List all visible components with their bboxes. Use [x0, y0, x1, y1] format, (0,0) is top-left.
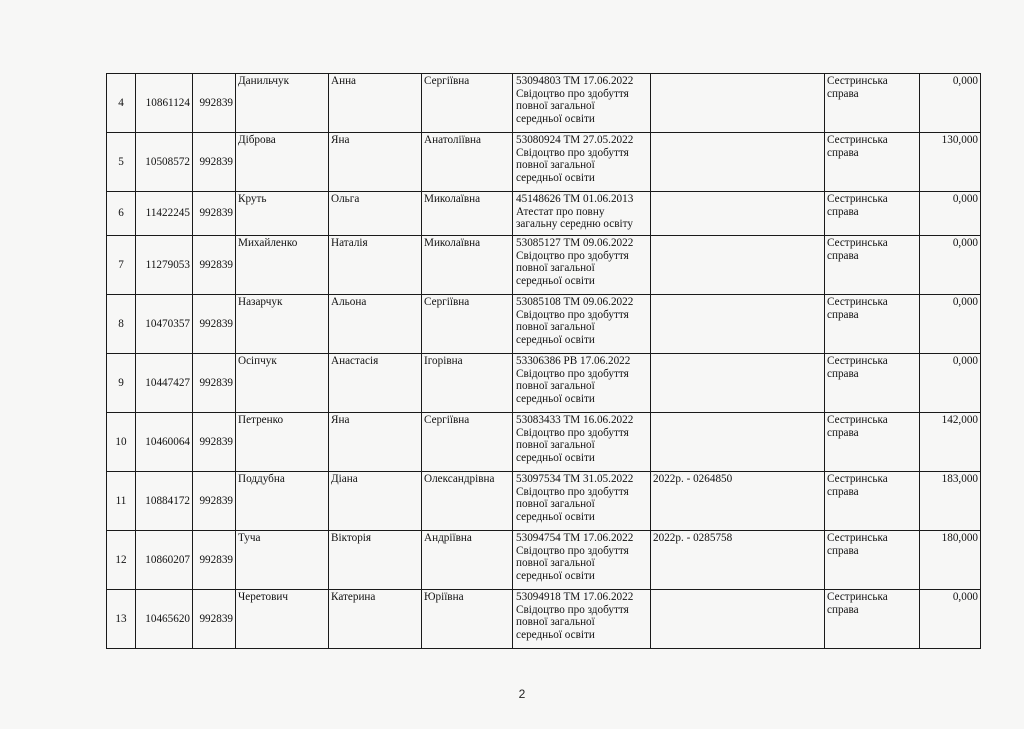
- education-document-line: 53306386 РВ 17.06.2022: [516, 355, 631, 367]
- education-document-cell: [513, 192, 651, 236]
- specialty-line: Сестринська: [827, 532, 888, 544]
- education-document-line: 53080924 ТМ 27.05.2022: [516, 134, 634, 146]
- applicants-table: [106, 73, 981, 649]
- score-cell: 0,000: [920, 236, 981, 295]
- person-id-cell: 11422245: [136, 192, 193, 236]
- program-code-cell: 992839: [193, 236, 236, 295]
- first-name-cell: Діана: [329, 472, 422, 531]
- education-document-line: 53085108 ТМ 09.06.2022: [516, 296, 634, 308]
- row-number-cell: 4: [107, 74, 136, 133]
- education-document-line: 53094754 ТМ 17.06.2022: [516, 532, 634, 544]
- table-row: [107, 590, 981, 649]
- person-id-cell: 10860207: [136, 531, 193, 590]
- person-id-cell: 10508572: [136, 133, 193, 192]
- surname-cell: Петренко: [236, 413, 329, 472]
- first-name-cell: Анна: [329, 74, 422, 133]
- education-document-line: Свідоцтво про здобуття: [516, 426, 629, 439]
- specialty-cell: [825, 413, 920, 472]
- table-row: [107, 236, 981, 295]
- education-document-line: середньої освіти: [516, 112, 595, 125]
- program-code-cell: 992839: [193, 354, 236, 413]
- page-number: 2: [518, 687, 526, 701]
- patronymic-cell: Сергіївна: [422, 295, 513, 354]
- score-cell: 0,000: [920, 354, 981, 413]
- table-row: [107, 133, 981, 192]
- patronymic-cell: Миколаївна: [422, 236, 513, 295]
- score-cell: 0,000: [920, 192, 981, 236]
- certificate-cell: [651, 413, 825, 472]
- education-document-line: Свідоцтво про здобуття: [516, 603, 629, 616]
- specialty-cell: [825, 590, 920, 649]
- certificate-cell: [651, 74, 825, 133]
- education-document-line: середньої освіти: [516, 333, 595, 346]
- row-number-cell: 7: [107, 236, 136, 295]
- education-document-line: 45148626 ТМ 01.06.2013: [516, 193, 634, 205]
- education-document-line: Свідоцтво про здобуття: [516, 485, 629, 498]
- first-name-cell: Анастасія: [329, 354, 422, 413]
- education-document-line: повної загальної: [516, 498, 595, 511]
- education-document-line: повної загальної: [516, 321, 595, 334]
- education-document-line: повної загальної: [516, 380, 595, 393]
- score-cell: 0,000: [920, 74, 981, 133]
- score-cell: 130,000: [920, 133, 981, 192]
- program-code-cell: 992839: [193, 590, 236, 649]
- row-number-cell: 10: [107, 413, 136, 472]
- specialty-cell: [825, 236, 920, 295]
- person-id-cell: 10884172: [136, 472, 193, 531]
- specialty-cell: [825, 354, 920, 413]
- specialty-line: справа: [827, 485, 859, 498]
- education-document-line: середньої освіти: [516, 171, 595, 184]
- row-number-cell: 6: [107, 192, 136, 236]
- education-document-cell: [513, 74, 651, 133]
- first-name-cell: Катерина: [329, 590, 422, 649]
- specialty-line: справа: [827, 308, 859, 321]
- specialty-line: Сестринська: [827, 296, 888, 308]
- education-document-line: Атестат про повну: [516, 205, 605, 218]
- education-document-line: 53094803 ТМ 17.06.2022: [516, 75, 634, 87]
- table-row: [107, 192, 981, 236]
- specialty-line: справа: [827, 367, 859, 380]
- first-name-cell: Наталія: [329, 236, 422, 295]
- education-document-cell: [513, 354, 651, 413]
- education-document-line: повної загальної: [516, 557, 595, 570]
- certificate-cell: [651, 354, 825, 413]
- education-document-cell: [513, 472, 651, 531]
- patronymic-cell: Андріївна: [422, 531, 513, 590]
- surname-cell: Данильчук: [236, 74, 329, 133]
- specialty-line: справа: [827, 603, 859, 616]
- patronymic-cell: Сергіївна: [422, 74, 513, 133]
- first-name-cell: Вікторія: [329, 531, 422, 590]
- first-name-cell: Альона: [329, 295, 422, 354]
- first-name-cell: Ольга: [329, 192, 422, 236]
- specialty-line: Сестринська: [827, 193, 888, 205]
- surname-cell: Поддубна: [236, 472, 329, 531]
- surname-cell: Туча: [236, 531, 329, 590]
- score-cell: 0,000: [920, 295, 981, 354]
- education-document-line: Свідоцтво про здобуття: [516, 249, 629, 262]
- table-row: [107, 531, 981, 590]
- specialty-cell: [825, 295, 920, 354]
- table-row: [107, 413, 981, 472]
- program-code-cell: 992839: [193, 413, 236, 472]
- program-code-cell: 992839: [193, 295, 236, 354]
- specialty-cell: [825, 531, 920, 590]
- education-document-cell: [513, 413, 651, 472]
- program-code-cell: 992839: [193, 472, 236, 531]
- education-document-cell: [513, 295, 651, 354]
- education-document-line: середньої освіти: [516, 628, 595, 641]
- patronymic-cell: Анатоліївна: [422, 133, 513, 192]
- specialty-line: Сестринська: [827, 75, 888, 87]
- row-number-cell: 12: [107, 531, 136, 590]
- specialty-line: Сестринська: [827, 355, 888, 367]
- specialty-line: справа: [827, 544, 859, 557]
- program-code-cell: 992839: [193, 74, 236, 133]
- score-cell: 142,000: [920, 413, 981, 472]
- score-cell: 183,000: [920, 472, 981, 531]
- person-id-cell: 11279053: [136, 236, 193, 295]
- surname-cell: Осіпчук: [236, 354, 329, 413]
- specialty-cell: [825, 133, 920, 192]
- specialty-line: Сестринська: [827, 414, 888, 426]
- education-document-line: повної загальної: [516, 159, 595, 172]
- person-id-cell: 10460064: [136, 413, 193, 472]
- education-document-cell: [513, 133, 651, 192]
- specialty-line: справа: [827, 146, 859, 159]
- specialty-line: Сестринська: [827, 134, 888, 146]
- first-name-cell: Яна: [329, 133, 422, 192]
- education-document-line: середньої освіти: [516, 392, 595, 405]
- specialty-line: справа: [827, 249, 859, 262]
- education-document-line: середньої освіти: [516, 569, 595, 582]
- table-row: [107, 295, 981, 354]
- patronymic-cell: Ігорівна: [422, 354, 513, 413]
- program-code-cell: 992839: [193, 192, 236, 236]
- education-document-line: 53083433 ТМ 16.06.2022: [516, 414, 634, 426]
- score-cell: 0,000: [920, 590, 981, 649]
- education-document-line: Свідоцтво про здобуття: [516, 308, 629, 321]
- certificate-cell: [651, 133, 825, 192]
- surname-cell: Черетович: [236, 590, 329, 649]
- certificate-cell: 2022р. - 0264850: [651, 472, 825, 531]
- education-document-line: середньої освіти: [516, 510, 595, 523]
- surname-cell: Михайленко: [236, 236, 329, 295]
- patronymic-cell: Сергіївна: [422, 413, 513, 472]
- education-document-line: повної загальної: [516, 100, 595, 113]
- patronymic-cell: Миколаївна: [422, 192, 513, 236]
- education-document-line: Свідоцтво про здобуття: [516, 367, 629, 380]
- person-id-cell: 10465620: [136, 590, 193, 649]
- patronymic-cell: Олександрівна: [422, 472, 513, 531]
- specialty-line: справа: [827, 426, 859, 439]
- person-id-cell: 10470357: [136, 295, 193, 354]
- table-row: [107, 354, 981, 413]
- score-cell: 180,000: [920, 531, 981, 590]
- certificate-cell: [651, 192, 825, 236]
- certificate-cell: 2022р. - 0285758: [651, 531, 825, 590]
- education-document-line: повної загальної: [516, 262, 595, 275]
- row-number-cell: 5: [107, 133, 136, 192]
- education-document-line: Свідоцтво про здобуття: [516, 146, 629, 159]
- person-id-cell: 10447427: [136, 354, 193, 413]
- certificate-cell: [651, 236, 825, 295]
- specialty-cell: [825, 74, 920, 133]
- education-document-cell: [513, 236, 651, 295]
- education-document-cell: [513, 590, 651, 649]
- education-document-line: 53085127 ТМ 09.06.2022: [516, 237, 634, 249]
- education-document-line: середньої освіти: [516, 451, 595, 464]
- specialty-cell: [825, 192, 920, 236]
- row-number-cell: 11: [107, 472, 136, 531]
- education-document-line: Свідоцтво про здобуття: [516, 87, 629, 100]
- row-number-cell: 9: [107, 354, 136, 413]
- education-document-line: загальну середню освіту: [516, 218, 633, 231]
- table-body: [107, 74, 981, 649]
- program-code-cell: 992839: [193, 531, 236, 590]
- specialty-line: Сестринська: [827, 591, 888, 603]
- education-document-line: середньої освіти: [516, 274, 595, 287]
- specialty-line: Сестринська: [827, 237, 888, 249]
- program-code-cell: 992839: [193, 133, 236, 192]
- education-document-cell: [513, 531, 651, 590]
- patronymic-cell: Юріївна: [422, 590, 513, 649]
- education-document-line: Свідоцтво про здобуття: [516, 544, 629, 557]
- surname-cell: Назарчук: [236, 295, 329, 354]
- education-document-line: повної загальної: [516, 616, 595, 629]
- education-document-line: повної загальної: [516, 439, 595, 452]
- row-number-cell: 8: [107, 295, 136, 354]
- row-number-cell: 13: [107, 590, 136, 649]
- specialty-line: справа: [827, 205, 859, 218]
- specialty-line: Сестринська: [827, 473, 888, 485]
- first-name-cell: Яна: [329, 413, 422, 472]
- table-row: [107, 472, 981, 531]
- table-row: [107, 74, 981, 133]
- education-document-line: 53097534 ТМ 31.05.2022: [516, 473, 634, 485]
- specialty-cell: [825, 472, 920, 531]
- specialty-line: справа: [827, 87, 859, 100]
- surname-cell: Діброва: [236, 133, 329, 192]
- surname-cell: Круть: [236, 192, 329, 236]
- certificate-cell: [651, 295, 825, 354]
- person-id-cell: 10861124: [136, 74, 193, 133]
- education-document-line: 53094918 ТМ 17.06.2022: [516, 591, 634, 603]
- certificate-cell: [651, 590, 825, 649]
